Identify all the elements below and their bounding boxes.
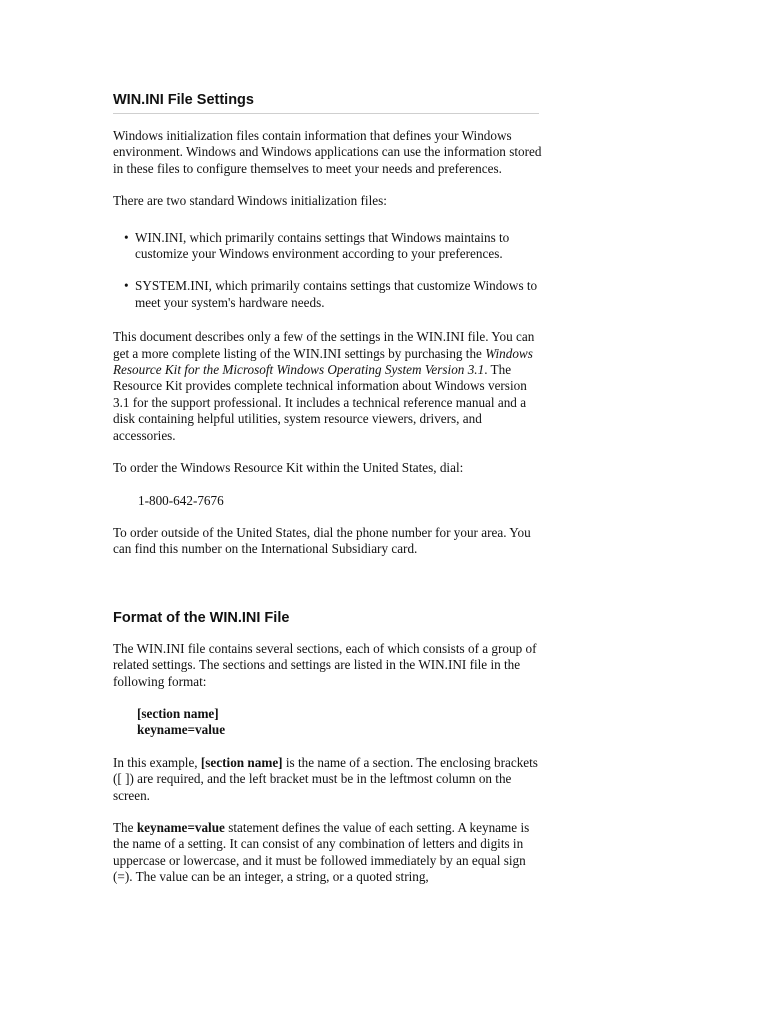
paragraph-text: . The Resource Kit provides complete technical information about Windows version 3.1 for the support professional. It includes a technical reference manual and a disk containing helpful utilities, system resource viewers, drivers, and accessories. — [113, 362, 527, 443]
ini-files-list — [113, 230, 543, 312]
bold-term: [section name] — [200, 754, 283, 770]
paragraph-resource-kit — [113, 329, 543, 444]
paragraph-text: This document describes only a few of the settings in the WIN.INI file. You can get a more complete listing of the WIN.INI settings by purchasing the — [113, 329, 535, 361]
list-item — [113, 278, 543, 311]
code-example — [113, 706, 543, 739]
bold-term: keyname=value — [136, 819, 225, 835]
book-title: Windows Resource Kit for the Microsoft Windows Operating System Version 3.1 — [113, 345, 533, 378]
bullet-icon: • — [124, 229, 129, 245]
document-content — [113, 91, 543, 886]
paragraph-order-us: To order the Windows Resource Kit within the United States, dial: — [113, 460, 464, 476]
paragraph-two-files: There are two standard Windows initialization files: — [113, 193, 387, 209]
list-item-text: SYSTEM.INI, which primarily contains settings that customize Windows to meet your system's hardware needs. — [135, 278, 538, 310]
paragraph-keyname — [113, 820, 543, 886]
section-title-win-ini-settings: WIN.INI File Settings — [113, 92, 254, 108]
paragraph-order-international: To order outside of the United States, dial the phone number for your area. You can find this number on the International Subsidiary card. — [113, 524, 531, 557]
paragraph-text: The — [113, 819, 137, 835]
paragraph-text: is the name of a section. The enclosing brackets ([ ]) are required, and the left bracket must be in the leftmost column on the screen. — [113, 754, 538, 803]
section-title-format: Format of the WIN.INI File — [113, 609, 290, 626]
list-item-text: WIN.INI, which primarily contains settings that Windows maintains to customize your Windows environment according to your preferences. — [135, 229, 510, 262]
paragraph-section-name — [113, 755, 543, 804]
paragraph-intro: Windows initialization files contain information that defines your Windows environment. Windows and Windows applications can use the information stored in these files to configure themselves to meet your needs and preferences. — [113, 128, 542, 176]
paragraph-text: statement defines the value of each setting. A keyname is the name of a setting. It can consist of any combination of letters and digits in uppercase or lowercase, and it must be followed immediately by an equal sign (=). The value can be an integer, a string, or a quoted string, — [113, 819, 530, 885]
code-line-keyname: keyname=value — [137, 722, 226, 738]
phone-number: 1-800-642-7676 — [138, 492, 224, 508]
section-format — [113, 609, 543, 886]
code-line-section: [section name] — [137, 705, 219, 721]
paragraph-format-intro: The WIN.INI file contains several sections, each of which consists of a group of related settings. The sections and settings are listed in the WIN.INI file in the following format: — [113, 640, 537, 689]
bullet-icon: • — [124, 278, 129, 294]
title-divider — [113, 113, 539, 114]
paragraph-text: In this example, — [113, 754, 201, 770]
list-item — [113, 230, 543, 263]
